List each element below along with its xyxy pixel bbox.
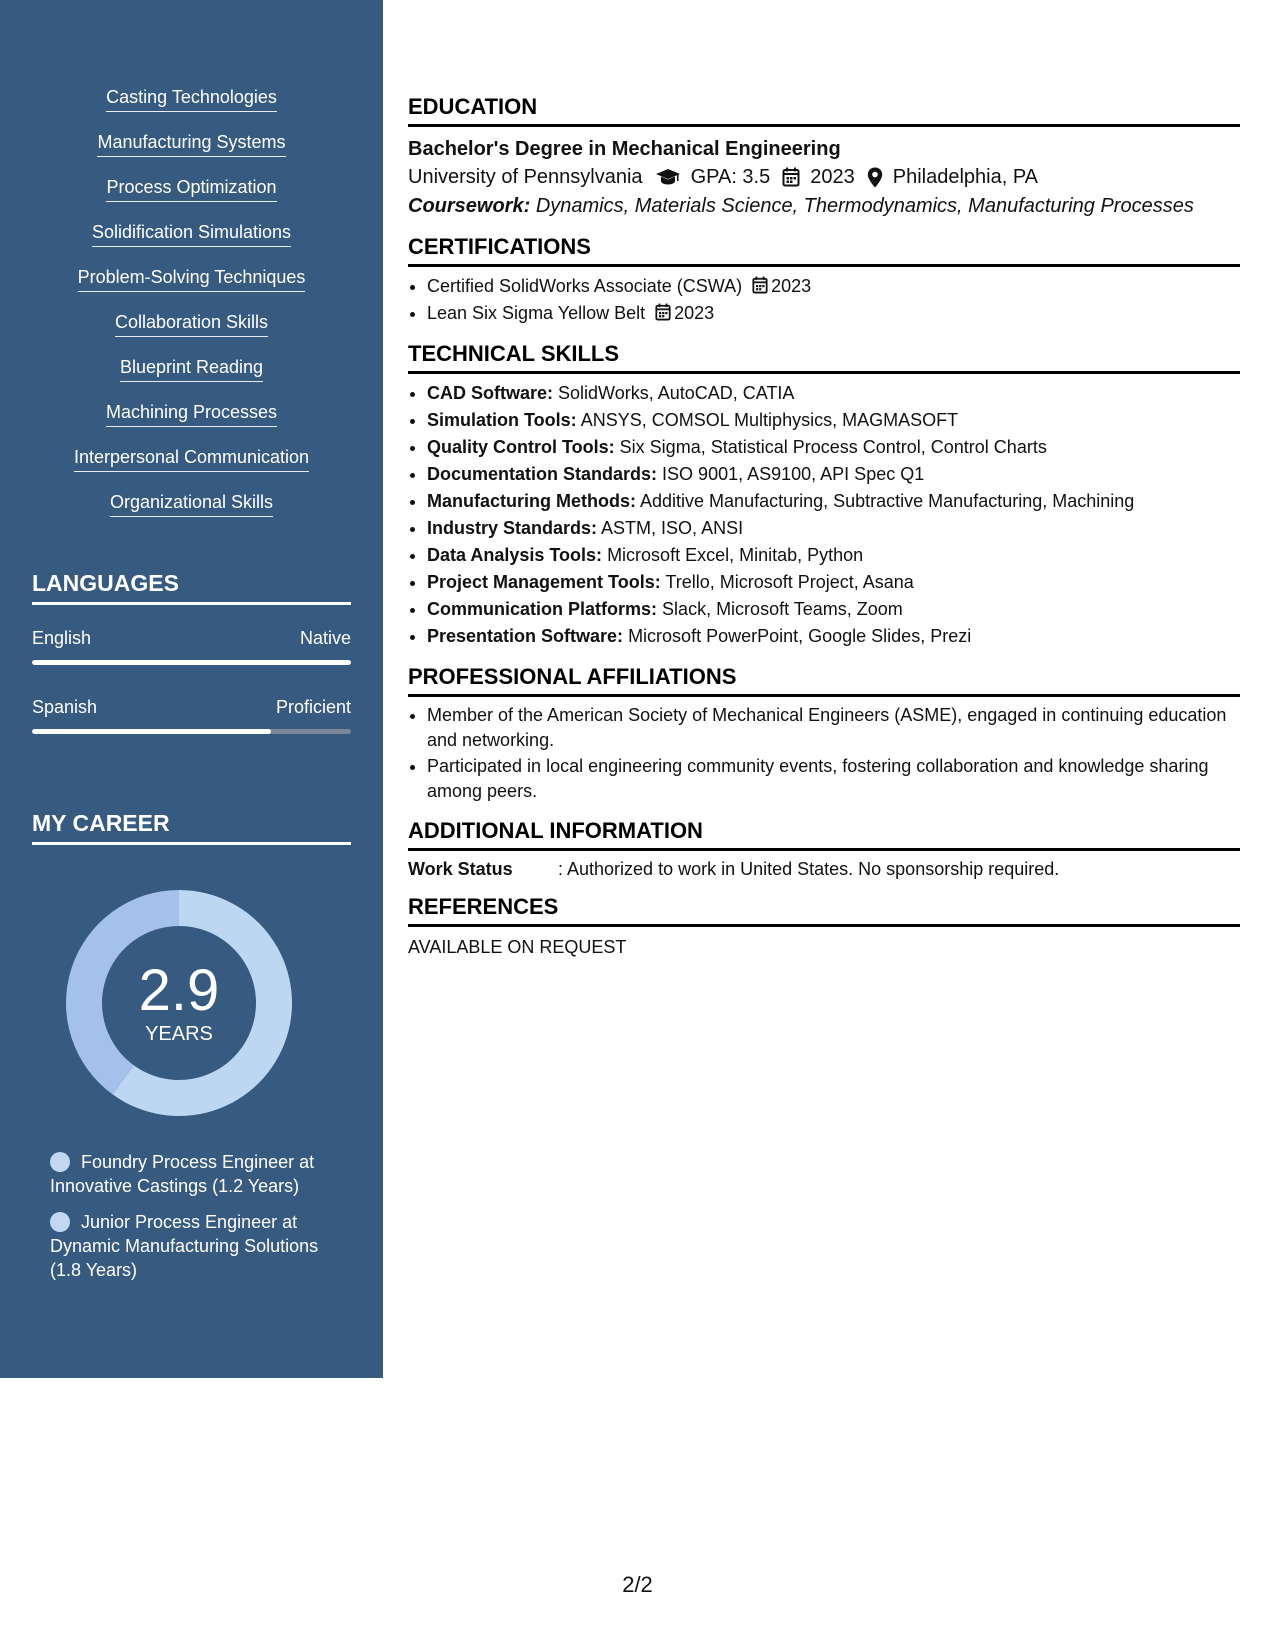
legend-dot-icon: [50, 1212, 70, 1232]
education-details: [408, 162, 1240, 192]
skill-item: Machining Processes: [0, 401, 383, 446]
list-item: • Participated in local engineering community events, fostering collaboration and knowledge sharing among peers.: [427, 754, 1240, 804]
additional-info-heading: ADDITIONAL INFORMATION: [408, 818, 1240, 851]
references-heading: REFERENCES: [408, 894, 1240, 927]
skill-item: Manufacturing Systems: [0, 131, 383, 176]
skill-item: Organizational Skills: [0, 491, 383, 536]
language-level: Native: [299, 628, 351, 648]
language-level: Proficient: [275, 697, 351, 717]
graduation-year: 2023: [810, 166, 855, 188]
language-bar-fill: [32, 660, 351, 665]
list-item: • Quality Control Tools: Six Sigma, Statistical Process Control, Control Charts: [427, 434, 1240, 461]
list-item: • Presentation Software: Microsoft PowerPoint, Google Slides, Prezi: [427, 623, 1240, 650]
technical-skills-heading: TECHNICAL SKILLS: [408, 341, 1240, 374]
career-total: [66, 890, 292, 1116]
language-bar-fill: [32, 729, 271, 734]
list-item: • Data Analysis Tools: Microsoft Excel, Minitab, Python: [427, 542, 1240, 569]
page-number: 2/2: [622, 1572, 653, 1597]
skill-item: Problem-Solving Techniques: [0, 266, 383, 311]
technical-skills-list: [408, 380, 1240, 650]
language-name: Spanish: [32, 697, 98, 717]
career-item: Junior Process Engineer at Dynamic Manufacturing Solutions (1.8 Years): [50, 1212, 319, 1280]
calendar-icon: [752, 276, 768, 294]
skill-item: Casting Technologies: [0, 86, 383, 131]
education-location: Philadelphia, PA: [892, 166, 1039, 188]
language-row-spanish: [32, 697, 351, 718]
main-content: [408, 94, 1240, 958]
career-list: [50, 1150, 340, 1294]
gpa: GPA: 3.5: [690, 166, 771, 188]
list-item: • Industry Standards: ASTM, ISO, ANSI: [427, 515, 1240, 542]
certifications-heading: CERTIFICATIONS: [408, 234, 1240, 267]
list-item: • CAD Software: SolidWorks, AutoCAD, CATIA: [427, 380, 1240, 407]
affiliations-list: [408, 703, 1240, 804]
languages-heading: LANGUAGES: [32, 570, 351, 605]
list-item: • Member of the American Society of Mechanical Engineers (ASME), engaged in continuing education and networking.: [427, 703, 1240, 753]
list-item: • Manufacturing Methods: Additive Manufacturing, Subtractive Manufacturing, Machining: [427, 488, 1240, 515]
education-heading: EDUCATION: [408, 94, 1240, 127]
references-text: AVAILABLE ON REQUEST: [408, 937, 627, 957]
career-heading: MY CAREER: [32, 810, 351, 845]
list-item: • Lean Six Sigma Yellow Belt 2023: [427, 300, 1240, 327]
location-pin-icon: [867, 167, 883, 188]
certifications-list: [408, 273, 1240, 327]
list-item: • Simulation Tools: ANSYS, COMSOL Multiphysics, MAGMASOFT: [427, 407, 1240, 434]
degree-title: Bachelor's Degree in Mechanical Engineering: [408, 138, 841, 160]
skill-item: Process Optimization: [0, 176, 383, 221]
list-item: • Documentation Standards: ISO 9001, AS9100, API Spec Q1: [427, 461, 1240, 488]
coursework-label: Coursework:: [408, 195, 531, 217]
language-row-english: [32, 628, 351, 649]
work-status-value: : Authorized to work in United States. No sponsorship required.: [558, 859, 1060, 879]
career-donut: [66, 890, 292, 1116]
skill-item: Solidification Simulations: [0, 221, 383, 266]
calendar-icon: [655, 303, 671, 321]
sidebar: [0, 0, 383, 1378]
coursework-list: Dynamics, Materials Science, Thermodynamics, Manufacturing Processes: [535, 195, 1194, 217]
calendar-icon: [782, 167, 800, 187]
list-item: • Project Management Tools: Trello, Microsoft Project, Asana: [427, 569, 1240, 596]
career-total-unit: YEARS: [145, 1022, 213, 1045]
language-name: English: [32, 628, 92, 648]
language-bar-english: [32, 660, 351, 665]
legend-dot-icon: [50, 1152, 70, 1172]
list-item: • Communication Platforms: Slack, Microsoft Teams, Zoom: [427, 596, 1240, 623]
work-status-label: Work Status: [408, 859, 513, 879]
language-bar-spanish: [32, 729, 351, 734]
skill-item: Blueprint Reading: [0, 356, 383, 401]
career-item: Foundry Process Engineer at Innovative Castings (1.2 Years): [50, 1152, 315, 1196]
skills-list: [0, 86, 383, 536]
career-total-value: 2.9: [138, 957, 220, 1023]
university-name: University of Pennsylvania: [408, 166, 643, 188]
skill-item: Collaboration Skills: [0, 311, 383, 356]
work-status-row: [408, 859, 1240, 880]
affiliations-heading: PROFESSIONAL AFFILIATIONS: [408, 664, 1240, 697]
graduation-cap-icon: [655, 168, 681, 186]
coursework: [408, 192, 1240, 220]
list-item: • Certified SolidWorks Associate (CSWA) 2023: [427, 273, 1240, 300]
skill-item: Interpersonal Communication: [0, 446, 383, 491]
